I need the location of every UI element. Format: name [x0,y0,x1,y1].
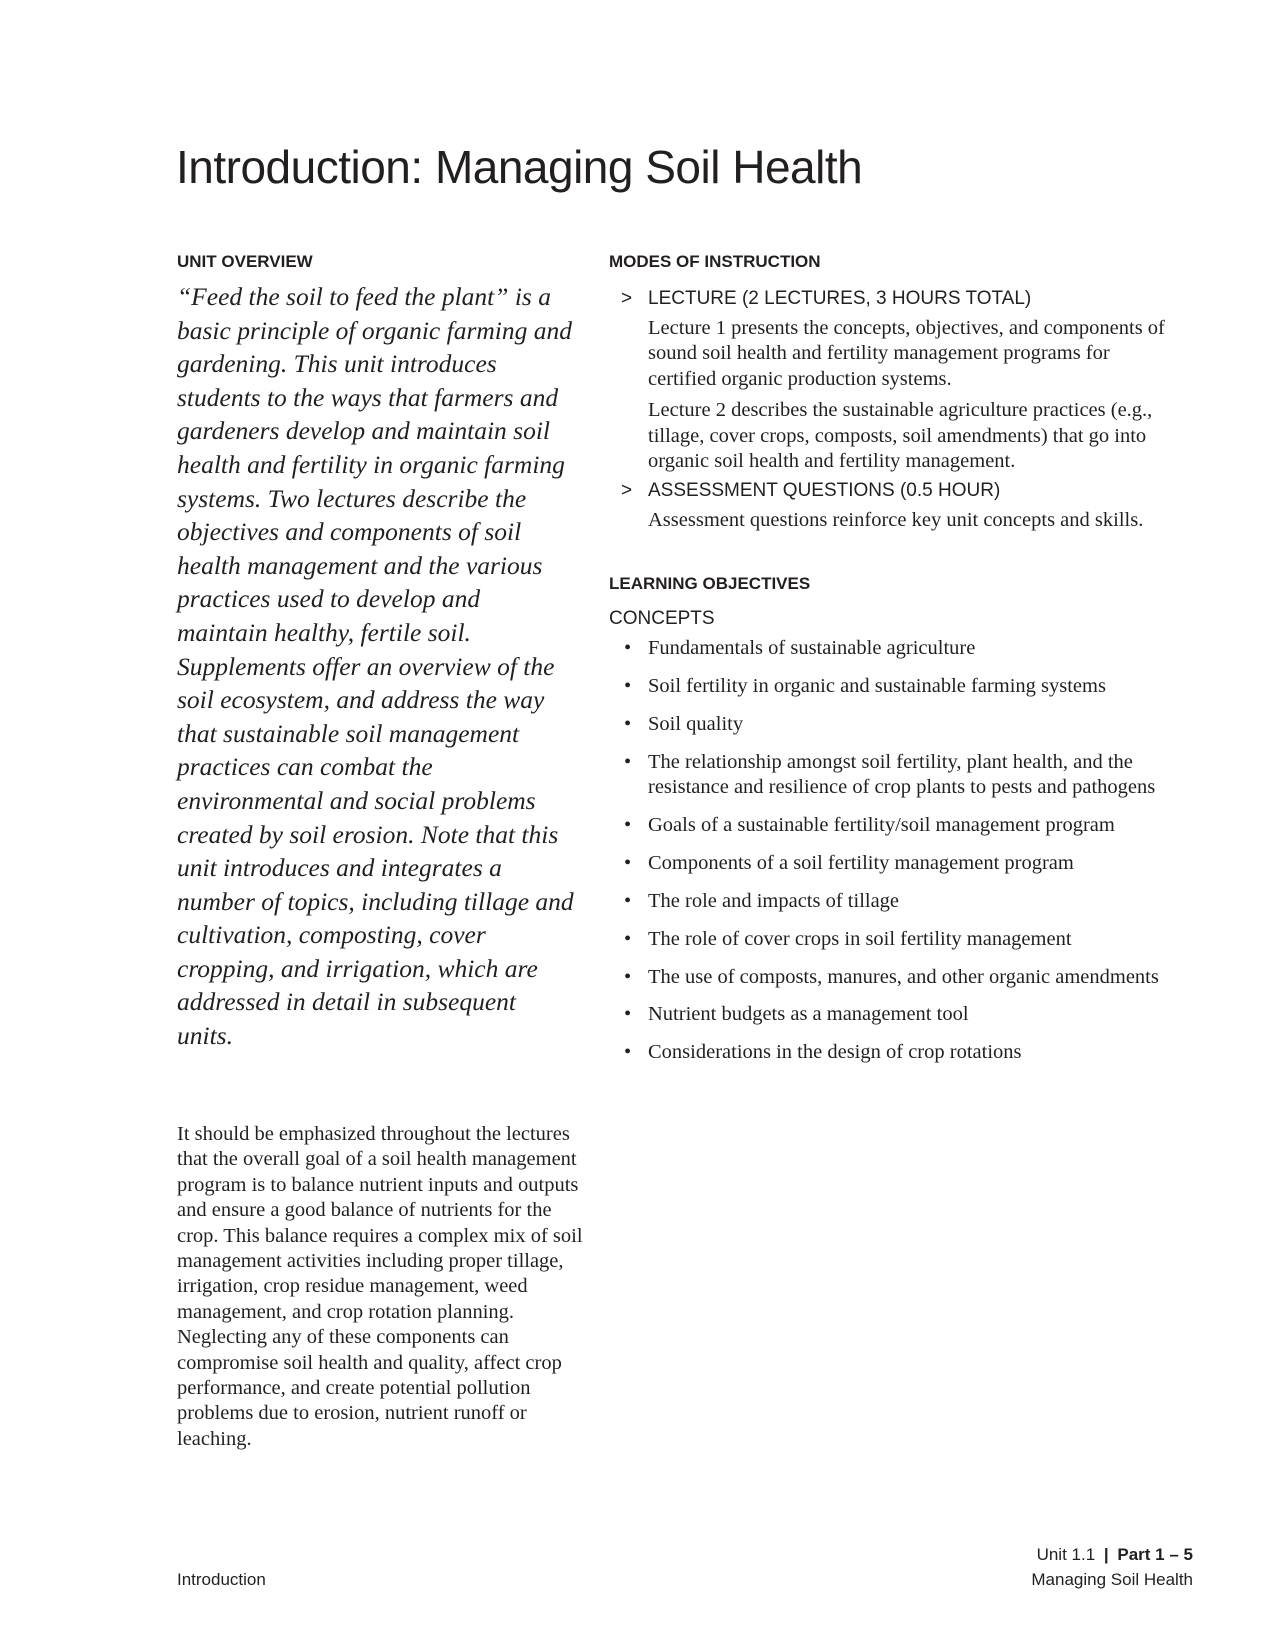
bullet-icon: • [624,965,632,988]
concept-item [609,1002,1179,1027]
unit-overview-heading: UNIT OVERVIEW [177,252,313,271]
mode-label: ASSESSMENT QUESTIONS (0.5 HOUR) [648,480,1001,502]
bullet-icon: • [624,813,632,836]
mode-item [609,288,1179,474]
mode-description: Assessment questions reinforce key unit concepts and skills. [648,509,1144,532]
footer-part: Part 1 – 5 [1117,1545,1193,1564]
right-column [609,252,1179,1078]
footer-unit-number: Unit 1.1 [1036,1545,1096,1564]
concept-text: Considerations in the design of crop rotations [648,1041,1022,1064]
bullet-icon: • [624,927,632,950]
concept-text: Goals of a sustainable fertility/soil management program [648,813,1115,836]
concept-text: Soil quality [648,712,744,735]
bullet-icon: • [624,750,632,773]
concept-text: The role of cover crops in soil fertility management [648,927,1072,950]
concept-item [609,813,1179,838]
bullet-icon: • [624,1003,632,1026]
bullet-icon: • [624,889,632,912]
bullet-icon: • [624,851,632,874]
concept-item [609,674,1179,699]
concept-text: The use of composts, manures, and other organic amendments [648,965,1159,988]
concept-text: Components of a soil fertility management program [648,851,1074,874]
concept-text: Fundamentals of sustainable agriculture [648,636,976,659]
page-title: Introduction: Managing Soil Health [176,141,863,193]
mode-description: Lecture 2 describes the sustainable agriculture practices (e.g., tillage, cover crops, composts, soil amendments) that go into organic soil health and fertility management. [648,399,1153,473]
footer-title: Managing Soil Health [1031,1570,1193,1589]
modes-list [609,288,1179,534]
concept-text: Nutrient budgets as a management tool [648,1003,969,1026]
bullet-icon: • [624,1041,632,1064]
concepts-subheading: CONCEPTS [609,607,715,629]
bullet-icon: • [624,636,632,659]
concepts-list [609,636,1179,1066]
mode-item [609,480,1179,533]
bullet-icon: • [624,674,632,697]
mode-label: LECTURE (2 LECTURES, 3 HOURS TOTAL) [648,288,1032,309]
concept-text: The role and impacts of tillage [648,889,900,912]
footer-section: Introduction [177,1570,266,1589]
concept-text: Soil fertility in organic and sustainable farming systems [648,674,1106,697]
concept-item [609,1040,1179,1065]
unit-overview-body: It should be emphasized throughout the lectures that the overall goal of a soil health management program is to balance nutrient inputs and outputs and ensure a good balance of nutrients for the crop. This balance requires a complex mix of soil management activities including proper tillage, irrigation, crop residue management, weed management, and crop rotation planning. Neglecting any of these components can compromise soil health and quality, affect crop performance, and create potential pollution problems due to erosion, nutrient runoff or leaching. [177,1123,583,1450]
concept-text: The relationship amongst soil fertility, plant health, and the resistance and resilience of crop plants to pests and pathogens [648,750,1156,798]
concept-item [609,965,1179,990]
arrow-icon: > [621,480,633,502]
mode-description: Lecture 1 presents the concepts, objectives, and components of sound soil health and fertility management programs for certified organic production systems. [648,317,1165,390]
objectives-heading: LEARNING OBJECTIVES [609,573,811,593]
footer-unit [1037,1545,1193,1565]
concept-item [609,750,1179,801]
unit-overview-lead: “Feed the soil to feed the plant” is a basic principle of organic farming and gardening. This unit introduces students to the ways that farmers and gardeners develop and maintain soil health and fertility in organic farming systems. Two lectures describe the objectives and components of soil health management and the various practices used to develop and maintain healthy, fertile soil. Supplements offer an overview of the soil ecosystem, and address the way that sustainable soil management practices can combat the environmental and social problems created by soil erosion. Note that this unit introduces and integrates a number of topics, including tillage and cultivation, composting, cover cropping, and irrigation, which are addressed in detail in subsequent units. [177,282,574,1051]
concept-item [609,889,1179,914]
arrow-icon: > [621,288,633,309]
concept-item [609,712,1179,737]
concept-item [609,927,1179,952]
modes-heading: MODES OF INSTRUCTION [609,252,821,271]
footer-separator: | [1103,1545,1109,1564]
bullet-icon: • [624,712,632,735]
concept-item [609,851,1179,876]
concept-item [609,636,1179,661]
